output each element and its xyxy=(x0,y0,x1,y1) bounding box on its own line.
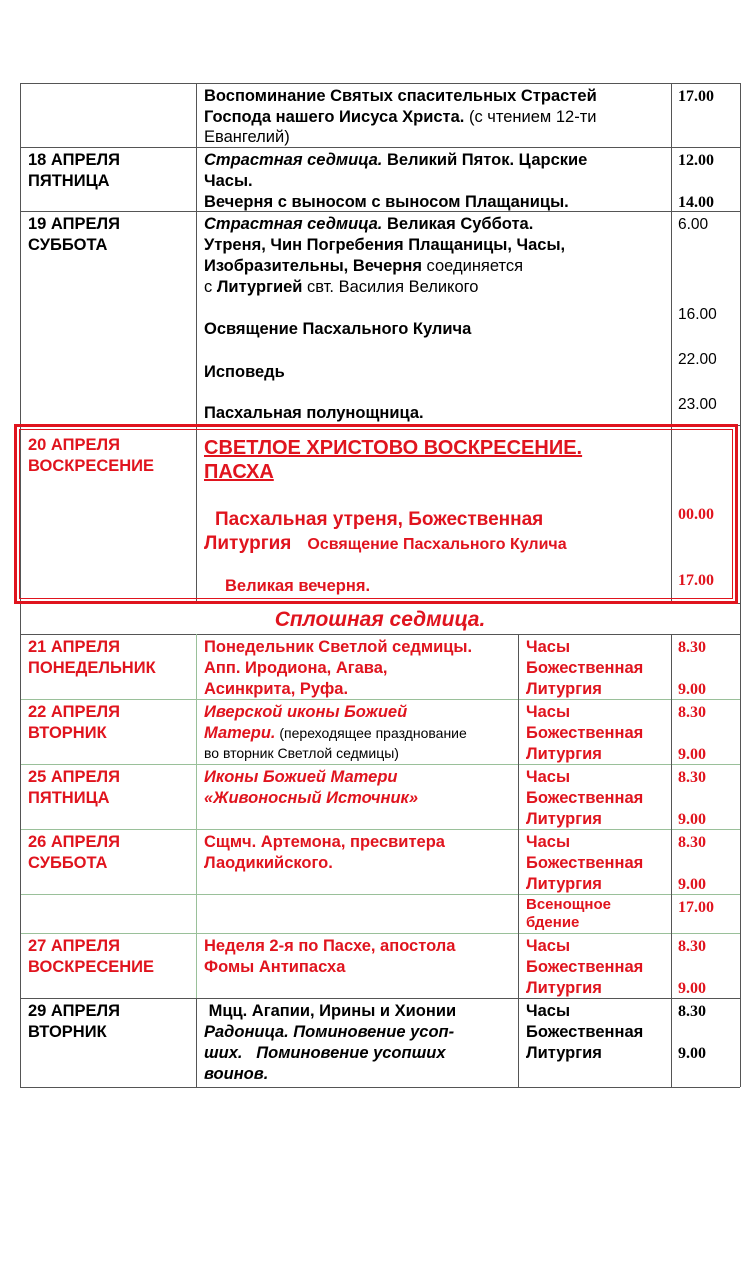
row-2-desc-plain: соединяется xyxy=(421,257,524,275)
row-6-service-3: Литургия xyxy=(526,810,602,828)
row-4-service-2: Божественная xyxy=(526,659,644,677)
row-9-time-1: 8.30 xyxy=(678,938,706,955)
row-3-desc-line-4 xyxy=(204,532,567,557)
row-4-service-3: Литургия xyxy=(526,680,602,698)
column-divider xyxy=(518,634,519,1087)
row-divider xyxy=(20,998,740,999)
row-10-desc-line-3: ших. Поминовение усопших xyxy=(204,1044,446,1062)
column-divider xyxy=(671,634,672,1087)
section-heading: Сплошная седмица. xyxy=(274,608,486,631)
row-7-service-1: Часы xyxy=(526,833,571,851)
row-divider xyxy=(20,83,740,84)
row-2-desc-line-7: Пасхальная полунощница. xyxy=(204,404,424,422)
row-5-desc-bold: Матери. xyxy=(204,724,276,742)
row-7-time-2: 9.00 xyxy=(678,876,706,893)
row-6-time-1: 8.30 xyxy=(678,769,706,786)
row-10-service-2: Божественная xyxy=(526,1023,644,1041)
row-5-time-2: 9.00 xyxy=(678,746,706,763)
row-4-time-1: 8.30 xyxy=(678,639,706,656)
row-9-time-2: 9.00 xyxy=(678,980,706,997)
row-10-desc-line-4: воинов. xyxy=(204,1065,269,1083)
row-1-time-2: 14.00 xyxy=(678,194,714,211)
row-2-week-name: Страстная седмица. xyxy=(204,215,383,233)
row-0-time: 17.00 xyxy=(678,88,714,105)
row-4-desc-line-3: Асинкрита, Руфа. xyxy=(204,680,349,698)
row-9-weekday: ВОСКРЕСЕНИЕ xyxy=(28,958,155,976)
row-8-service-1: Всенощное xyxy=(526,896,611,913)
row-2-desc-line-2: Утреня, Чин Погребения Плащаницы, Часы, xyxy=(204,236,566,254)
row-5-desc-note: (переходящее празднование xyxy=(275,725,467,741)
row-2-desc-line-3 xyxy=(204,256,523,277)
row-2-time-1: 6.00 xyxy=(678,216,709,233)
row-7-date: 26 АПРЕЛЯ xyxy=(28,833,120,851)
row-10-service-3: Литургия xyxy=(526,1044,602,1062)
row-10-desc-line-1: Мцц. Агапии, Ирины и Хионии xyxy=(204,1002,457,1020)
row-1-desc-line-3: Вечерня с выносом с выносом Плащаницы. xyxy=(204,193,569,211)
row-2-desc-line-1 xyxy=(204,214,533,235)
column-divider xyxy=(740,83,741,1087)
row-10-desc-line-2: Радоница. Поминовение усоп- xyxy=(204,1023,455,1041)
row-5-desc-line-2 xyxy=(204,723,467,744)
row-2-desc-line-6: Исповедь xyxy=(204,363,285,381)
easter-title: СВЕТЛОЕ ХРИСТОВО ВОСКРЕСЕНИЕ. xyxy=(204,437,583,459)
column-divider xyxy=(196,998,197,1087)
row-1-date: 18 АПРЕЛЯ xyxy=(28,151,120,169)
row-10-time-2: 9.00 xyxy=(678,1045,706,1062)
row-5-service-3: Литургия xyxy=(526,745,602,763)
row-2-desc-plain-b: свт. Василия Великого xyxy=(302,278,479,296)
row-2-time-4: 23.00 xyxy=(678,396,717,413)
row-divider xyxy=(20,634,740,635)
row-10-service-1: Часы xyxy=(526,1002,571,1020)
row-0-desc-note: (с чтением 12-ти xyxy=(464,108,597,126)
row-7-desc-line-1: Сщмч. Артемона, пресвитера xyxy=(204,833,445,851)
row-10-weekday: ВТОРНИК xyxy=(28,1023,107,1041)
row-6-desc-line-2: «Живоносный Источник» xyxy=(204,789,419,807)
row-0-desc-line-3: Евангелий) xyxy=(204,128,290,146)
row-3-desc-line-3: Пасхальная утреня, Божественная xyxy=(215,509,544,530)
row-5-weekday: ВТОРНИК xyxy=(28,724,107,742)
easter-subtitle: ПАСХА xyxy=(204,461,274,483)
row-8-time: 17.00 xyxy=(678,899,714,916)
row-3-kulich: Освящение Пасхального Кулича xyxy=(307,536,567,553)
row-5-date: 22 АПРЕЛЯ xyxy=(28,703,120,721)
row-3-desc-line-5: Великая вечерня. xyxy=(225,577,371,595)
row-5-time-1: 8.30 xyxy=(678,704,706,721)
row-4-time-2: 9.00 xyxy=(678,681,706,698)
row-7-service-3: Литургия xyxy=(526,875,602,893)
row-4-weekday: ПОНЕДЕЛЬНИК xyxy=(28,659,156,677)
row-6-time-2: 9.00 xyxy=(678,811,706,828)
row-5-service-2: Божественная xyxy=(526,724,644,742)
row-9-service-2: Божественная xyxy=(526,958,644,976)
row-divider xyxy=(20,894,740,895)
row-3-liturgy: Литургия xyxy=(204,533,292,554)
row-7-service-2: Божественная xyxy=(526,854,644,872)
row-6-date: 25 АПРЕЛЯ xyxy=(28,768,120,786)
row-4-desc-line-1: Понедельник Светлой седмицы. xyxy=(204,638,473,656)
row-1-desc-text: Великий Пяток. Царские xyxy=(382,151,588,169)
row-0-desc-line-1: Воспоминание Святых спасительных Страстей xyxy=(204,87,597,105)
row-6-service-1: Часы xyxy=(526,768,571,786)
row-2-desc-plain-a: с xyxy=(204,278,217,296)
row-2-date: 19 АПРЕЛЯ xyxy=(28,215,120,233)
row-6-weekday: ПЯТНИЦА xyxy=(28,789,110,807)
row-9-desc-line-2: Фомы Антипасха xyxy=(204,958,346,976)
row-10-date: 29 АПРЕЛЯ xyxy=(28,1002,120,1020)
row-4-service-1: Часы xyxy=(526,638,571,656)
row-6-service-2: Божественная xyxy=(526,789,644,807)
row-9-service-3: Литургия xyxy=(526,979,602,997)
row-3-time-2: 17.00 xyxy=(678,572,714,589)
row-divider xyxy=(20,829,740,830)
row-divider xyxy=(20,147,740,148)
row-0-desc-bold: Господа нашего Иисуса Христа. xyxy=(204,108,465,126)
row-4-date: 21 АПРЕЛЯ xyxy=(28,638,120,656)
row-7-weekday: СУББОТА xyxy=(28,854,108,872)
row-3-weekday: ВОСКРЕСЕНИЕ xyxy=(28,457,155,475)
row-9-date: 27 АПРЕЛЯ xyxy=(28,937,120,955)
row-2-desc-bold-a: Изобразительны, xyxy=(204,257,353,275)
row-3-date: 20 АПРЕЛЯ xyxy=(28,436,120,454)
row-4-desc-line-2: Апп. Иродиона, Агава, xyxy=(204,659,388,677)
row-0-desc-line-2 xyxy=(204,107,596,128)
row-7-time-1: 8.30 xyxy=(678,834,706,851)
row-2-desc-line-4 xyxy=(204,277,478,298)
column-divider xyxy=(196,634,197,998)
row-1-time-1: 12.00 xyxy=(678,152,714,169)
row-1-weekday: ПЯТНИЦА xyxy=(28,172,110,190)
row-1-desc-line-2: Часы. xyxy=(204,172,253,190)
row-5-desc-line-3: во вторник Светлой седмицы) xyxy=(204,745,399,761)
row-2-desc-bold-c: Литургией xyxy=(216,278,303,296)
row-5-service-1: Часы xyxy=(526,703,571,721)
row-divider xyxy=(20,1087,740,1088)
row-9-desc-line-1: Неделя 2-я по Пасхе, апостола xyxy=(204,937,456,955)
row-2-weekday: СУББОТА xyxy=(28,236,108,254)
row-2-desc-line-5: Освящение Пасхального Кулича xyxy=(204,320,472,338)
row-2-desc-text: Великая Суббота. xyxy=(382,215,534,233)
row-divider xyxy=(20,699,740,700)
row-10-time-1: 8.30 xyxy=(678,1003,706,1020)
row-2-time-2: 16.00 xyxy=(678,306,717,323)
row-5-desc-line-1: Иверской иконы Божией xyxy=(204,703,408,721)
row-6-desc-line-1: Иконы Божией Матери xyxy=(204,768,398,786)
row-divider xyxy=(20,764,740,765)
row-8-service-2: бдение xyxy=(526,914,580,931)
row-3-time-1: 00.00 xyxy=(678,506,714,523)
row-2-time-3: 22.00 xyxy=(678,351,717,368)
row-2-desc-bold-b: Вечерня xyxy=(352,257,422,275)
row-divider xyxy=(20,933,740,934)
row-1-desc-line-1 xyxy=(204,150,587,171)
row-7-desc-line-2: Лаодикийского. xyxy=(204,854,333,872)
row-1-week-name: Страстная седмица. xyxy=(204,151,383,169)
row-9-service-1: Часы xyxy=(526,937,571,955)
